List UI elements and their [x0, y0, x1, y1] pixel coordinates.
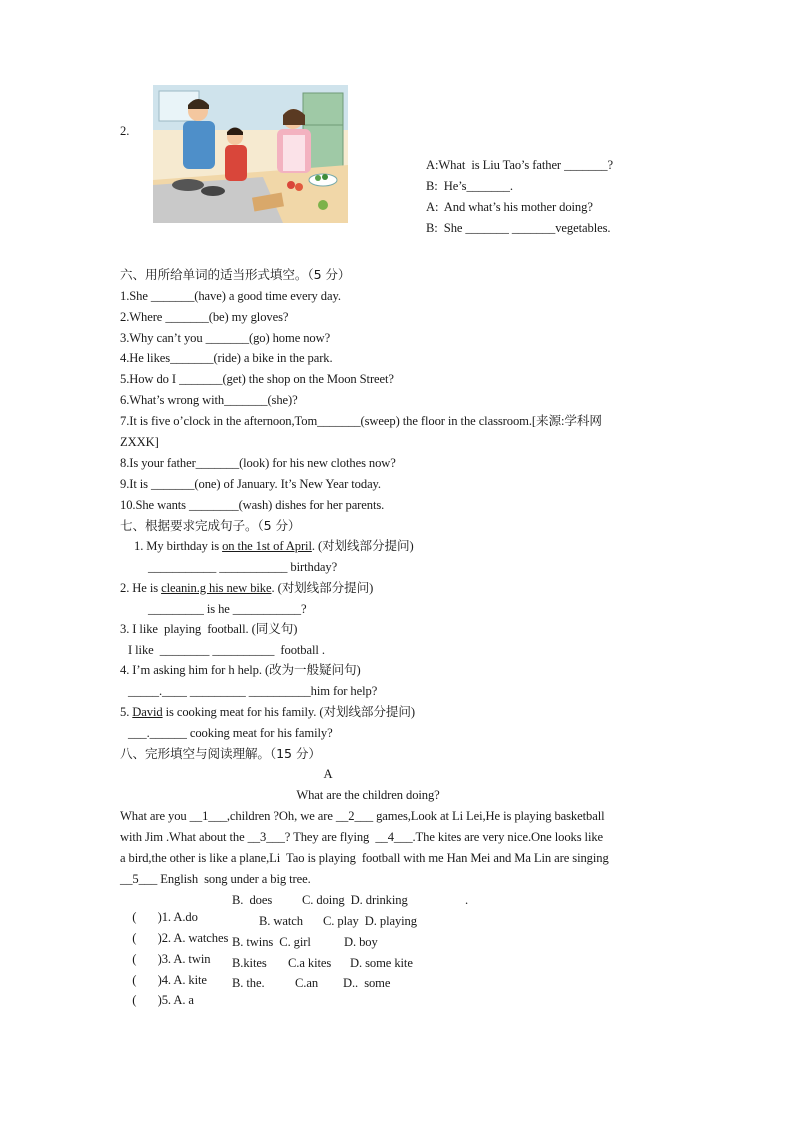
question-number: 2.	[120, 124, 130, 138]
fill-item-2: 2.Where _______(be) my gloves?	[120, 310, 289, 324]
passage-line-4: __5___ English song under a big tree.	[120, 872, 311, 886]
option-row-3: ( )3. A. twin	[132, 952, 211, 966]
sentence-2-underlined: cleanin.g his new bike	[161, 581, 272, 595]
answer-blank[interactable]: ( )	[132, 952, 162, 966]
sentence-3-answer: I like ________ __________ football .	[128, 643, 325, 657]
passage-title: What are the children doing?	[296, 788, 440, 802]
fill-item-1: 1.She _______(have) a good time every day.	[120, 289, 341, 303]
kitchen-family-illustration	[153, 85, 348, 223]
fill-item-3: 3.Why can’t you _______(go) home now?	[120, 331, 331, 345]
answer-blank[interactable]: ( )	[132, 973, 162, 987]
dialog-line-1: A:What is Liu Tao’s father _______?	[426, 158, 613, 172]
option-4-b: B.kites	[232, 956, 267, 970]
option-row-4: ( )4. A. kite	[132, 973, 207, 987]
passage-line-2: with Jim .What about the __3___? They are flying __4___.The kites are very nice.One looks like	[120, 830, 604, 844]
fill-item-7-cont: ZXXK]	[120, 435, 159, 449]
option-1-b: B. does	[232, 893, 273, 907]
dialog-line-3: A: And what’s his mother doing?	[426, 200, 593, 214]
sentence-4-answer: _____.____ _________ __________him for help?	[128, 684, 378, 698]
option-5-d: D.. some	[343, 976, 391, 990]
option-row-1: ( )1. A.do	[132, 910, 198, 924]
option-4-c: C.a kites	[288, 956, 332, 970]
option-5-b: B. the.	[232, 976, 265, 990]
sentence-2	[120, 580, 373, 597]
option-4-d: D. some kite	[350, 956, 413, 970]
option-3-c: D. boy	[344, 935, 378, 949]
passage-line-3: a bird,the other is like a plane,Li Tao is playing football with me Han Mei and Ma Lin are singing	[120, 851, 609, 865]
sentence-1-pre: 1. My birthday is	[134, 539, 223, 553]
sentence-3: 3. I like playing football. (同义句)	[120, 622, 298, 636]
answer-blank[interactable]: ( )	[132, 910, 162, 924]
sentence-2-answer: _________ is he ___________?	[148, 602, 307, 616]
answer-blank[interactable]: ( )	[132, 993, 162, 1007]
option-1-c: C. doing D. drinking	[302, 893, 408, 907]
option-2-c: C. play D. playing	[323, 914, 417, 928]
sentence-1-underlined: on the 1st of April	[222, 539, 312, 553]
sentence-2-pre: 2. He is	[120, 581, 162, 595]
section-6-heading: 六、用所给单词的适当形式填空。（5 分）	[120, 267, 351, 282]
option-2-b: B. watch	[259, 914, 303, 928]
sentence-1-post: . (对划线部分提问)	[311, 539, 414, 553]
dialog-line-4: B: She _______ _______vegetables.	[426, 221, 611, 235]
passage-part-label: A	[323, 767, 333, 781]
sentence-4: 4. I’m asking him for h help. (改为一般疑问句)	[120, 663, 361, 677]
fill-item-6: 6.What’s wrong with_______(she)?	[120, 393, 298, 407]
sentence-5: 5. David is cooking meat for his family. (对划线部分提问)	[120, 705, 415, 719]
fill-item-7: 7.It is five o’clock in the afternoon,Tom_______(sweep) the floor in the classroom.[来源:学科网	[120, 414, 602, 428]
fill-item-4: 4.He likes_______(ride) a bike in the park.	[120, 351, 333, 365]
sentence-1-answer: ___________ ___________ birthday?	[148, 560, 338, 574]
sentence-5-answer: ___.______ cooking meat for his family?	[128, 726, 333, 740]
option-1-extra: .	[465, 893, 469, 907]
fill-item-9: 9.It is _______(one) of January. It’s New Year today.	[120, 477, 381, 491]
fill-item-5: 5.How do I _______(get) the shop on the Moon Street?	[120, 372, 394, 386]
section-8-heading: 八、完形填空与阅读理解。（15 分）	[120, 746, 321, 761]
sentence-2-post: . (对划线部分提问)	[271, 581, 374, 595]
answer-blank[interactable]: ( )	[132, 931, 162, 945]
section-7-heading: 七、根据要求完成句子。（5 分）	[120, 518, 301, 533]
option-5-c: C.an	[295, 976, 319, 990]
sentence-1	[134, 538, 414, 555]
passage-line-1: What are you __1___,children ?Oh, we are __2___ games,Look at Li Lei,He is playing basketball	[120, 809, 605, 823]
fill-item-10: 10.She wants ________(wash) dishes for her parents.	[120, 498, 385, 512]
option-row-2: ( )2. A. watches	[132, 931, 229, 945]
sentence-5-underlined: David	[132, 705, 163, 719]
option-row-5: ( )5. A. a	[132, 993, 194, 1007]
option-3-b: B. twins C. girl	[232, 935, 311, 949]
sentence-5-post: is cooking meat for his family. (对划线部分提问)	[162, 705, 415, 719]
fill-item-8: 8.Is your father_______(look) for his new clothes now?	[120, 456, 396, 470]
dialog-line-2: B: He’s_______.	[426, 179, 513, 193]
